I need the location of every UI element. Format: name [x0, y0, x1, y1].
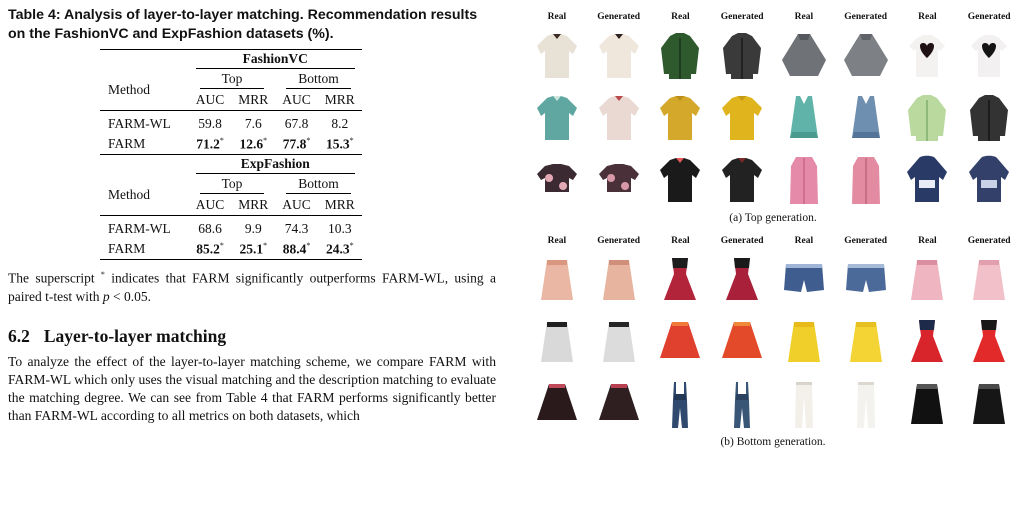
real-image-cell — [650, 378, 712, 430]
column-header-real: Real — [794, 12, 814, 22]
garment-detail — [919, 320, 935, 330]
table-value-cell: 9.9 — [244, 221, 262, 236]
column-header-real: Real — [547, 12, 567, 22]
table-dataset-name — [189, 155, 362, 176]
garment-body — [722, 158, 762, 202]
section-number: 6.2 — [8, 325, 30, 346]
flare-garment-image — [533, 378, 581, 430]
garment-detail — [790, 132, 818, 138]
real-image-cell — [773, 30, 835, 82]
overalls-garment-image — [718, 378, 766, 430]
crop-garment-image — [595, 154, 643, 206]
garment-body — [973, 260, 1005, 300]
generated-image-cell — [958, 316, 1020, 368]
table-metric-header: MRR — [231, 195, 275, 216]
column-header-generated: Generated — [844, 12, 887, 22]
table-value-cell: 74.3 — [284, 221, 309, 236]
garment-body — [603, 322, 635, 362]
tank-garment-image — [780, 92, 828, 144]
garment-detail — [736, 394, 748, 400]
skirt-garment-image — [965, 378, 1013, 430]
garment-body — [537, 34, 577, 78]
garment-body — [537, 96, 577, 140]
real-image-cell — [526, 154, 588, 206]
top-subcaption: (a) Top generation. — [729, 212, 817, 224]
garment-body — [734, 382, 750, 428]
top-column-headers — [526, 12, 1020, 22]
section-title: Layer-to-layer matching — [43, 325, 227, 346]
results-table — [100, 49, 362, 260]
tank-garment-image — [842, 92, 890, 144]
column-header-generated: Generated — [844, 236, 887, 246]
crop-garment-image — [533, 154, 581, 206]
garment-body — [973, 384, 1005, 424]
table-dataset-name — [189, 50, 362, 71]
top-garment-image — [595, 30, 643, 82]
dress-garment-image — [903, 316, 951, 368]
generated-image-cell — [588, 30, 650, 82]
table-subheader-label: Bottom — [286, 176, 351, 194]
table-subheader-label: Bottom — [286, 71, 351, 89]
garment-detail — [609, 322, 629, 327]
garment-body — [788, 322, 820, 362]
pants-garment-image — [842, 378, 890, 430]
garment-detail — [981, 180, 997, 188]
left-column — [8, 0, 496, 426]
garment-body — [844, 34, 888, 76]
garment-detail — [547, 260, 567, 265]
garment-body — [599, 34, 639, 78]
table-subheader — [275, 70, 362, 90]
table-subheader-label: Top — [200, 71, 265, 89]
table-row — [100, 216, 362, 240]
generated-image-cell — [958, 92, 1020, 144]
table-subheader-row — [100, 175, 362, 195]
real-image-cell — [897, 316, 959, 368]
real-image-cell — [773, 254, 835, 306]
column-header-real: Real — [918, 12, 937, 22]
real-image-cell — [897, 378, 959, 430]
column-header-generated: Generated — [597, 236, 640, 246]
garment-body — [911, 260, 943, 300]
coat-garment-image — [656, 30, 704, 82]
garment-detail — [674, 394, 686, 400]
garment-detail — [852, 132, 880, 138]
top-generation-grid — [526, 30, 1020, 206]
real-image-cell — [773, 378, 835, 430]
garment-body — [846, 264, 886, 292]
section-heading — [8, 326, 496, 347]
table-subheader-label: Top — [200, 176, 265, 194]
table-metric-header: MRR — [318, 90, 362, 111]
garment-detail — [858, 382, 874, 385]
garment-detail — [988, 100, 990, 141]
garment-detail — [856, 322, 876, 327]
table-metric-header: MRR — [318, 195, 362, 216]
table-dataset-row — [100, 155, 362, 176]
table-metric-header: AUC — [275, 195, 318, 216]
skirt-garment-image — [595, 254, 643, 306]
table-method-cell: FARM — [100, 134, 189, 155]
garment-detail — [917, 260, 937, 265]
table-blank — [100, 50, 189, 71]
poncho-garment-image — [842, 30, 890, 82]
garment-detail — [794, 322, 814, 327]
skirt-garment-image — [903, 254, 951, 306]
garment-body — [850, 322, 882, 362]
table-value-cell: 68.6 — [198, 221, 222, 236]
longcoat-garment-image — [780, 154, 828, 206]
generated-image-cell — [835, 154, 897, 206]
tee-garment-image — [965, 30, 1013, 82]
generated-image-cell — [711, 30, 773, 82]
flare-garment-image — [656, 316, 704, 368]
garment-detail — [926, 100, 928, 141]
table-metric-header: MRR — [231, 90, 275, 111]
garment-body — [722, 96, 762, 140]
table-value-cell: 25.1* — [231, 239, 275, 260]
garment-body — [795, 382, 813, 428]
generated-image-cell — [711, 378, 773, 430]
garment-detail — [786, 264, 822, 268]
table-value-cell: 85.2* — [189, 239, 232, 260]
skirt-garment-image — [965, 254, 1013, 306]
generated-image-cell — [835, 378, 897, 430]
column-header-real: Real — [547, 236, 567, 246]
skirt-garment-image — [533, 254, 581, 306]
table-value-cell: 12.6* — [231, 134, 275, 155]
real-image-cell — [773, 316, 835, 368]
sweater-garment-image — [718, 92, 766, 144]
table-metric-header: AUC — [189, 195, 232, 216]
section-body: To analyze the effect of the layer-to-layer matching scheme, we compare FARM with FARM-WL which only uses the visual matching and the description matching to evaluate the matching degree. We can see from Table 4 that FARM performs significantly better than FARM-WL according to all metrics on both datasets, which — [8, 353, 496, 424]
generated-image-cell — [958, 254, 1020, 306]
garment-detail — [979, 260, 999, 265]
garment-body — [541, 322, 573, 362]
real-image-cell — [650, 316, 712, 368]
table-metric-header: AUC — [275, 90, 318, 111]
hoodie-garment-image — [903, 154, 951, 206]
table-note: The superscript * indicates that FARM significantly outperforms FARM-WL, using a paired t-test with p < 0.05. — [8, 270, 496, 304]
garment-detail — [672, 322, 688, 326]
garment-detail — [734, 258, 750, 268]
sweater-garment-image — [656, 154, 704, 206]
shorts-garment-image — [780, 254, 828, 306]
garment-detail — [741, 38, 743, 79]
garment-body — [907, 156, 947, 202]
real-image-cell — [897, 92, 959, 144]
garment-detail — [848, 264, 884, 268]
garment-body — [603, 260, 635, 300]
real-image-cell — [526, 378, 588, 430]
table-method-header: Method — [100, 175, 189, 216]
garment-detail — [549, 384, 565, 388]
garment-detail — [672, 258, 688, 268]
garment-detail — [547, 322, 567, 327]
skirt-garment-image — [533, 316, 581, 368]
table-dataset-label: FashionVC — [196, 51, 355, 69]
real-image-cell — [526, 316, 588, 368]
table-value-cell: 7.6 — [244, 116, 262, 131]
garment-detail — [798, 34, 810, 40]
garment-detail — [919, 180, 935, 188]
coat-garment-image — [718, 30, 766, 82]
table-value-cell: 71.2* — [189, 134, 232, 155]
garment-body — [784, 264, 824, 292]
table-method-cell: FARM — [100, 239, 189, 260]
skirt-garment-image — [780, 316, 828, 368]
generated-image-cell — [835, 92, 897, 144]
real-image-cell — [526, 92, 588, 144]
sweater-garment-image — [718, 154, 766, 206]
sweater-garment-image — [656, 92, 704, 144]
table-value-cell: 67.8 — [284, 116, 309, 131]
garment-detail — [734, 322, 750, 326]
generated-image-cell — [835, 316, 897, 368]
table-metric-header: AUC — [189, 90, 232, 111]
figure — [526, 12, 1020, 460]
garment-body — [672, 382, 688, 428]
bottom-generation-grid — [526, 254, 1020, 430]
table-subheader — [189, 70, 276, 90]
garment-body — [782, 34, 826, 76]
hoodie-garment-image — [965, 154, 1013, 206]
table-method-cell: FARM-WL — [108, 116, 171, 131]
garment-body — [852, 96, 880, 138]
garment-body — [660, 322, 700, 358]
table-value-cell: 24.3* — [318, 239, 362, 260]
garment-detail — [609, 260, 629, 265]
garment-detail — [803, 158, 805, 204]
garment-body — [541, 260, 573, 300]
garment-body — [911, 384, 943, 424]
real-image-cell — [526, 254, 588, 306]
real-image-cell — [650, 92, 712, 144]
table-value-cell: 8.2 — [331, 116, 349, 131]
table-row — [100, 134, 362, 155]
garment-body — [722, 322, 762, 358]
column-header-real: Real — [794, 236, 814, 246]
generated-image-cell — [711, 254, 773, 306]
table-value-cell: 59.8 — [198, 116, 222, 131]
longcoat-garment-image — [842, 154, 890, 206]
column-header-real: Real — [671, 236, 690, 246]
skirt-garment-image — [842, 316, 890, 368]
generated-image-cell — [958, 30, 1020, 82]
real-image-cell — [650, 30, 712, 82]
real-image-cell — [773, 154, 835, 206]
garment-body — [790, 96, 818, 138]
generated-image-cell — [835, 30, 897, 82]
generated-image-cell — [588, 154, 650, 206]
garment-body — [599, 384, 639, 420]
garment-detail — [796, 382, 812, 385]
real-image-cell — [526, 30, 588, 82]
generated-image-cell — [711, 316, 773, 368]
real-image-cell — [897, 254, 959, 306]
generated-image-cell — [588, 92, 650, 144]
generated-image-cell — [588, 316, 650, 368]
real-image-cell — [650, 154, 712, 206]
flare-garment-image — [595, 378, 643, 430]
dress-garment-image — [965, 316, 1013, 368]
garment-detail — [611, 384, 627, 388]
table-subheader-row — [100, 70, 362, 90]
table-dataset-row — [100, 50, 362, 71]
generated-image-cell — [958, 154, 1020, 206]
generated-image-cell — [958, 378, 1020, 430]
table-method-cell: FARM-WL — [108, 221, 171, 236]
flare-garment-image — [718, 316, 766, 368]
garment-detail — [860, 34, 872, 40]
real-image-cell — [773, 92, 835, 144]
column-header-generated: Generated — [720, 12, 764, 22]
garment-detail — [865, 158, 867, 204]
garment-body — [857, 382, 875, 428]
generated-image-cell — [711, 154, 773, 206]
table-row — [100, 239, 362, 260]
garment-body — [537, 164, 577, 192]
bottom-column-headers — [526, 236, 1020, 246]
generated-image-cell — [835, 254, 897, 306]
garment-detail — [981, 320, 997, 330]
jacket-garment-image — [903, 92, 951, 144]
column-header-real: Real — [918, 236, 937, 246]
poncho-garment-image — [780, 30, 828, 82]
table-subheader — [275, 175, 362, 195]
garment-detail — [679, 38, 681, 79]
table-value-cell: 15.3* — [318, 134, 362, 155]
skirt-garment-image — [595, 316, 643, 368]
table-row — [100, 111, 362, 135]
garment-body — [537, 384, 577, 420]
dress-garment-image — [656, 254, 704, 306]
table-method-header: Method — [100, 70, 189, 111]
table-caption: Table 4: Analysis of layer-to-layer matching. Recommendation results on the FashionVC and ExpFashion datasets (%). — [8, 7, 478, 42]
overalls-garment-image — [656, 378, 704, 430]
generated-image-cell — [711, 92, 773, 144]
table-blank — [100, 155, 189, 176]
table-subheader — [189, 175, 276, 195]
garment-body — [660, 96, 700, 140]
garment-body — [660, 158, 700, 202]
shorts-garment-image — [842, 254, 890, 306]
garment-body — [599, 96, 639, 140]
table-value-cell: 88.4* — [275, 239, 318, 260]
generated-image-cell — [588, 378, 650, 430]
cardigan-garment-image — [595, 92, 643, 144]
column-header-real: Real — [671, 12, 690, 22]
column-header-generated: Generated — [597, 12, 640, 22]
tee-garment-image — [903, 30, 951, 82]
table-value-cell: 10.3 — [327, 221, 352, 236]
skirt-garment-image — [903, 378, 951, 430]
jacket-garment-image — [965, 92, 1013, 144]
column-header-generated: Generated — [967, 12, 1011, 22]
garment-body — [599, 164, 639, 192]
garment-body — [969, 156, 1009, 202]
dress-garment-image — [718, 254, 766, 306]
garment-detail — [917, 384, 937, 389]
pants-garment-image — [780, 378, 828, 430]
column-header-generated: Generated — [720, 236, 764, 246]
real-image-cell — [650, 254, 712, 306]
table-value-cell: 77.8* — [275, 134, 318, 155]
real-image-cell — [897, 30, 959, 82]
table-dataset-label: ExpFashion — [196, 156, 355, 174]
bottom-subcaption: (b) Bottom generation. — [720, 436, 826, 448]
garment-detail — [979, 384, 999, 389]
cardigan-garment-image — [533, 92, 581, 144]
top-garment-image — [533, 30, 581, 82]
generated-image-cell — [588, 254, 650, 306]
real-image-cell — [897, 154, 959, 206]
column-header-generated: Generated — [967, 236, 1011, 246]
